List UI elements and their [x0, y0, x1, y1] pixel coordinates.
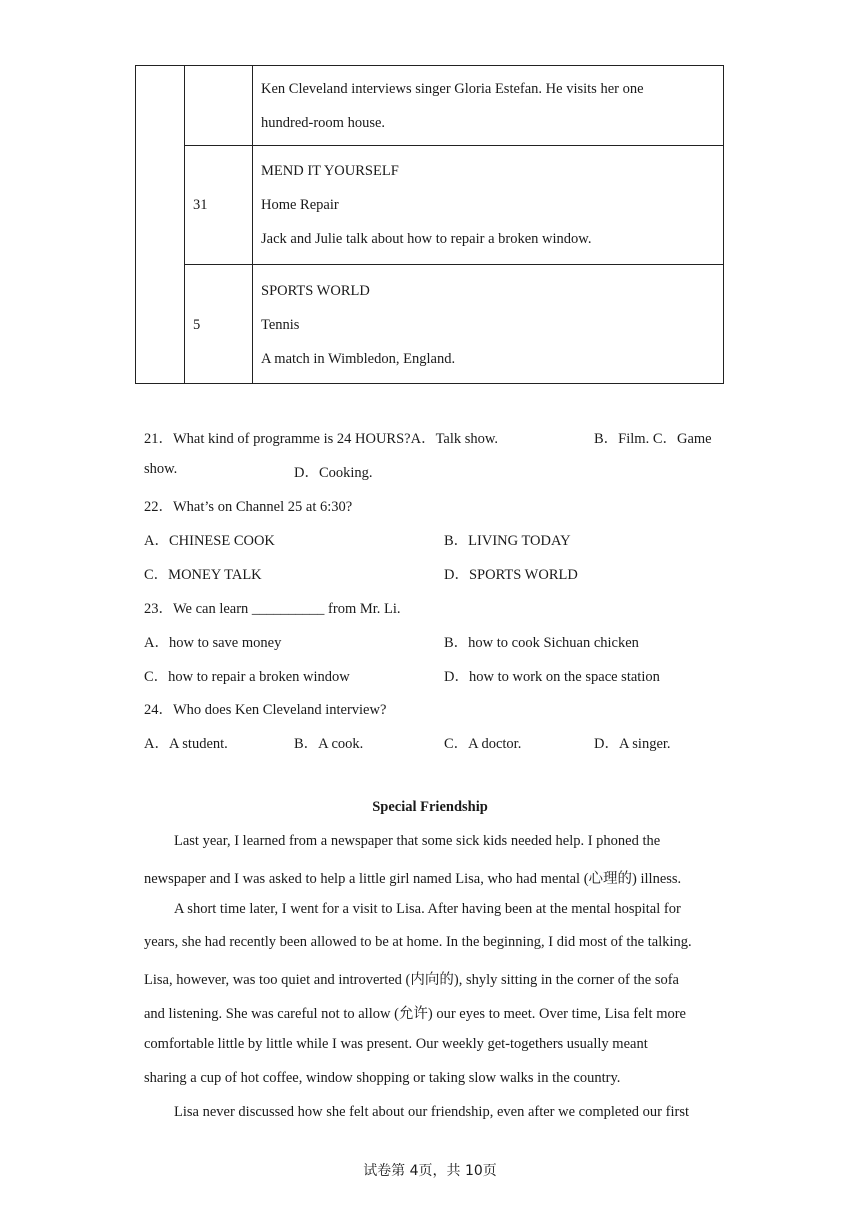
passage-line: newspaper and I was asked to help a little girl named Lisa, who had mental (心理的) illness.: [144, 871, 682, 887]
passage-title: Special Friendship: [372, 799, 488, 815]
table-cell-number: 31: [193, 197, 208, 213]
table-cell-text: SPORTS WORLD: [261, 283, 370, 299]
passage-line: Lisa, however, was too quiet and introverted (内向的), shyly sitting in the corner of the sofa: [144, 972, 679, 988]
question-24-option-b: B．A cook.: [294, 736, 364, 752]
question-24-option-a: A．A student.: [144, 736, 228, 752]
table-cell-text: A match in Wimbledon, England.: [261, 351, 456, 367]
question-24-stem: 24．Who does Ken Cleveland interview?: [144, 702, 387, 718]
passage-line: comfortable little by little while I was present. Our weekly get-togethers usually meant: [144, 1036, 648, 1052]
passage-line: A short time later, I went for a visit to Lisa. After having been at the mental hospital for: [174, 901, 681, 917]
question-24-option-d: D．A singer.: [594, 736, 671, 752]
question-23-stem: 23．We can learn __________ from Mr. Li.: [144, 601, 401, 617]
question-21-option-c-cont: show.: [144, 461, 178, 477]
question-23-option-d: D．how to work on the space station: [444, 669, 660, 685]
question-21-stem: 21．What kind of programme is 24 HOURS?A．Talk show.: [144, 431, 499, 447]
table-cell-text: hundred-room house.: [261, 115, 386, 131]
table-cell-text: MEND IT YOURSELF: [261, 163, 399, 179]
question-22-stem: 22．What’s on Channel 25 at 6:30?: [144, 499, 353, 515]
question-22-option-c: C．MONEY TALK: [144, 567, 262, 583]
table-row-divider: [185, 264, 723, 265]
question-23-option-b: B．how to cook Sichuan chicken: [444, 635, 639, 651]
program-table: [135, 65, 724, 384]
table-cell-text: Home Repair: [261, 197, 339, 213]
question-22-option-b: B．LIVING TODAY: [444, 533, 571, 549]
question-22-option-d: D．SPORTS WORLD: [444, 567, 578, 583]
table-cell-text: Tennis: [261, 317, 300, 333]
page-footer: 试卷第 4页，共 10页: [363, 1163, 497, 1179]
passage-line: sharing a cup of hot coffee, window shopping or taking slow walks in the country.: [144, 1070, 621, 1086]
table-cell-text: Ken Cleveland interviews singer Gloria Estefan. He visits her one: [261, 81, 644, 97]
table-cell-number: 5: [193, 317, 201, 333]
table-row-divider: [185, 145, 723, 146]
question-23-option-a: A．how to save money: [144, 635, 282, 651]
table-column-divider: [184, 66, 185, 383]
question-22-option-a: A．CHINESE COOK: [144, 533, 275, 549]
question-21-option-d: D．Cooking.: [294, 465, 373, 481]
passage-line: years, she had recently been allowed to be at home. In the beginning, I did most of the talking.: [144, 934, 692, 950]
question-21-options-b-c: B．Film. C．Game: [594, 431, 712, 447]
question-23-option-c: C．how to repair a broken window: [144, 669, 350, 685]
table-cell-text: Jack and Julie talk about how to repair a broken window.: [261, 231, 592, 247]
table-column-divider: [252, 66, 253, 383]
passage-line: Lisa never discussed how she felt about our friendship, even after we completed our first: [174, 1104, 689, 1120]
passage-line: and listening. She was careful not to allow (允许) our eyes to meet. Over time, Lisa felt more: [144, 1006, 686, 1022]
passage-line: Last year, I learned from a newspaper that some sick kids needed help. I phoned the: [174, 833, 661, 849]
question-24-option-c: C．A doctor.: [444, 736, 522, 752]
